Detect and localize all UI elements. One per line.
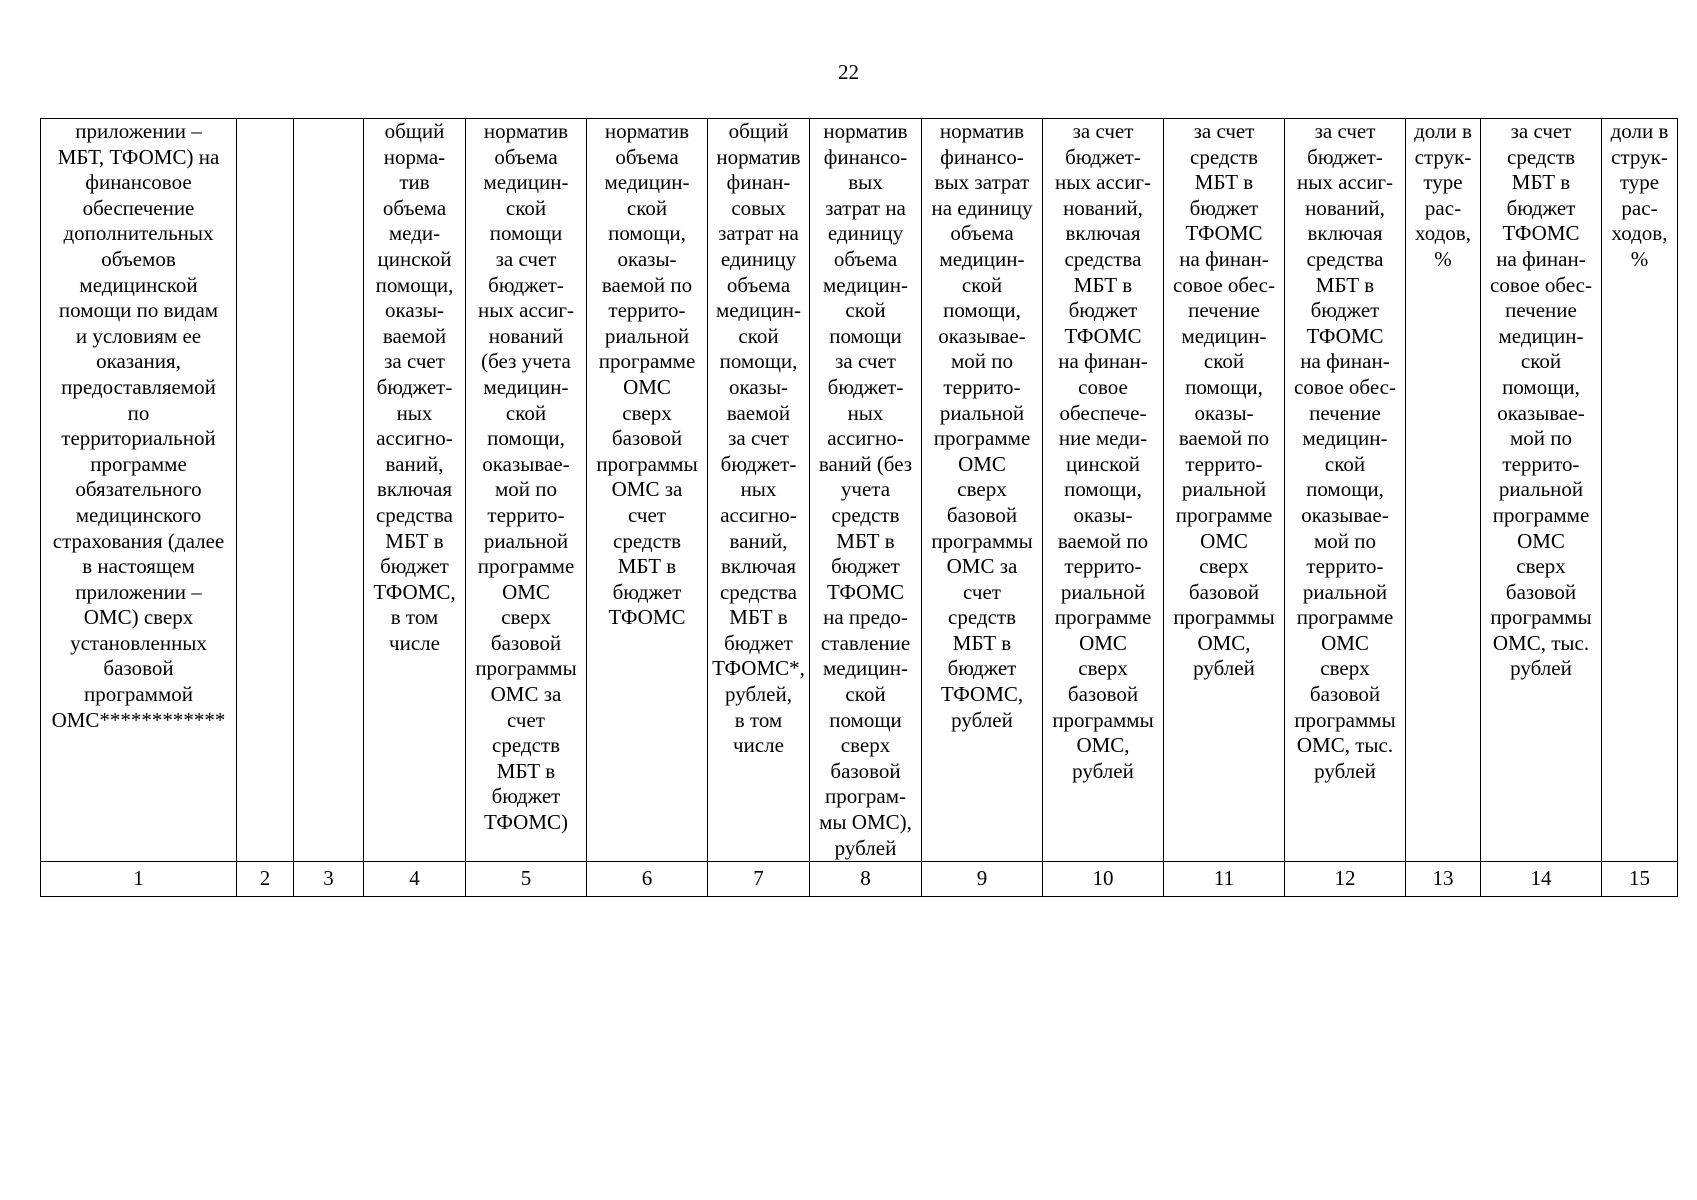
column-number-cell: 11 [1164,862,1285,897]
header-cell-12: за счет бюджет- ных ассиг- нований, включая средства МБТ в бюджет ТФОМС на финан- совое обес- печение медицин- ской помощи, оказывае- мой по террито- риальной программе ОМС сверх базовой программы ОМС, тыс. рублей [1285,119,1406,862]
column-number-cell: 10 [1043,862,1164,897]
header-cell-4: общий норма- тив объема меди- цинской помощи, оказы- ваемой за счет бюджет- ных ассигно- ваний, включая средства МБТ в бюджет ТФОМС, в том числе [364,119,466,862]
header-cell-1: приложении – МБТ, ТФОМС) на финансовое обеспечение дополнительных объемов медицинской помощи по видам и условиям ее оказания, предоставляемой по территориальной программе обязательного медицинского страхования (далее в настоящем приложении – ОМС) сверх установленных базовой программой ОМС************ [41,119,237,862]
column-number-cell: 2 [237,862,294,897]
column-number-cell: 7 [708,862,810,897]
column-number-row [41,862,1678,897]
column-number-cell: 4 [364,862,466,897]
column-number-cell: 9 [922,862,1043,897]
column-number-cell: 13 [1406,862,1481,897]
header-cell-11: за счет средств МБТ в бюджет ТФОМС на финан- совое обес- печение медицин- ской помощи, оказы- ваемой по террито- риальной программе ОМС сверх базовой программы ОМС, рублей [1164,119,1285,862]
header-cell-10: за счет бюджет- ных ассиг- нований, включая средства МБТ в бюджет ТФОМС на финан- совое обеспече- ние меди- цинской помощи, оказы- ваемой по террито- риальной программе ОМС сверх базовой программы ОМС, рублей [1043,119,1164,862]
header-cell-8: норматив финансо- вых затрат на единицу объема медицин- ской помощи за счет бюджет- ных ассигно- ваний (без учета средств МБТ в бюджет ТФОМС на предо- ставление медицин- ской помощи сверх базовой програм- мы ОМС), рублей [810,119,922,862]
header-cell-13: доли в струк- туре рас- ходов, % [1406,119,1481,862]
header-cell-6: норматив объема медицин- ской помощи, оказы- ваемой по террито- риальной программе ОМС сверх базовой программы ОМС за счет средств МБТ в бюджет ТФОМС [587,119,708,862]
header-cell-9: норматив финансо- вых затрат на единицу объема медицин- ской помощи, оказывае- мой по террито- риальной программе ОМС сверх базовой программы ОМС за счет средств МБТ в бюджет ТФОМС, рублей [922,119,1043,862]
header-cell-14: за счет средств МБТ в бюджет ТФОМС на финан- совое обес- печение медицин- ской помощи, оказывае- мой по террито- риальной программе ОМС сверх базовой программы ОМС, тыс. рублей [1481,119,1602,862]
table-header-row [41,119,1678,862]
column-number-cell: 6 [587,862,708,897]
column-number-cell: 3 [294,862,364,897]
column-number-cell: 8 [810,862,922,897]
header-cell-2 [237,119,294,862]
expense-standards-table [40,118,1678,897]
header-cell-3 [294,119,364,862]
header-cell-7: общий норматив финан- совых затрат на единицу объема медицин- ской помощи, оказы- ваемой за счет бюджет- ных ассигно- ваний, включая средства МБТ в бюджет ТФОМС*, рублей, в том числе [708,119,810,862]
column-number-cell: 15 [1602,862,1678,897]
column-number-cell: 14 [1481,862,1602,897]
column-number-cell: 5 [466,862,587,897]
column-number-cell: 12 [1285,862,1406,897]
header-cell-15: доли в струк- туре рас- ходов, % [1602,119,1678,862]
page-number: 22 [838,60,859,84]
header-cell-5: норматив объема медицин- ской помощи за счет бюджет- ных ассиг- нований (без учета медицин- ской помощи, оказывае- мой по террито- риальной программе ОМС сверх базовой программы ОМС за счет средств МБТ в бюджет ТФОМС) [466,119,587,862]
column-number-cell: 1 [41,862,237,897]
